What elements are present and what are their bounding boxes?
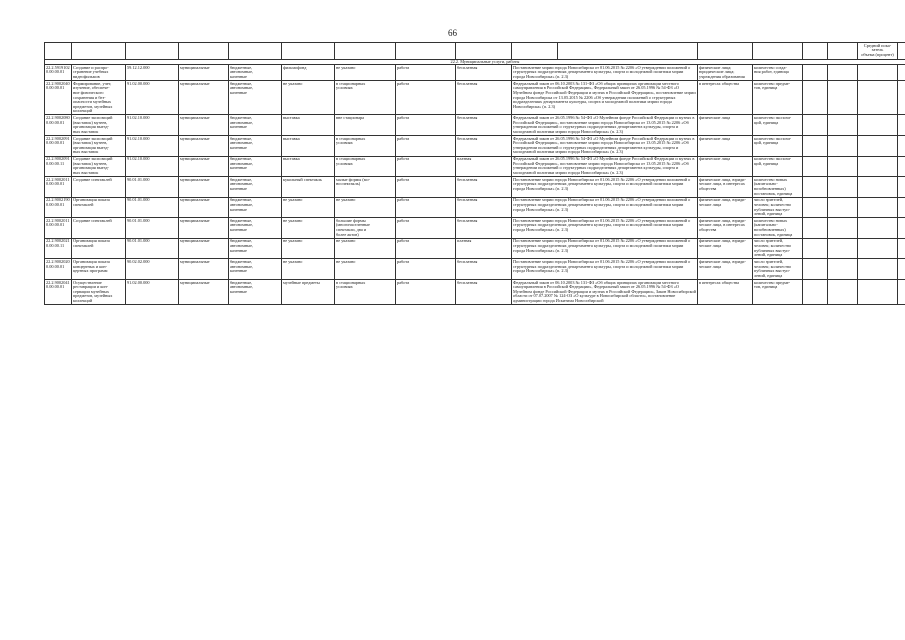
cell-indicator: количество предме- тов, единица: [753, 279, 803, 304]
cell-empty: [858, 279, 898, 304]
cell-institution-type: бюджетные, автономные, казенные: [229, 65, 282, 81]
header-cell: [396, 43, 456, 60]
table-row: [45, 115, 905, 136]
cell-content-2: в стационарных условиях: [335, 279, 396, 304]
cell-content-1: не указано: [282, 238, 335, 259]
cell-okved: 59.12.12.000: [126, 65, 179, 81]
cell-empty: [898, 177, 905, 198]
cell-legal-basis: Федеральный закон от 26.05.1996 № 54-ФЗ «О Музейном фонде Российской Федерации и музеях в Российской Федерации», постановление мэрии города Новосибирска от 13.05.2015 № 2206 «Об утверждении положений о структурных подразделениях департамента культуры, спорта и молодежной политики мэрии города Новосибирска» (п. 2.3): [512, 115, 698, 136]
cell-legal-basis: Постановление мэрии города Новосибирска от 01.06.2015 № 2206 «О утверждении положений о структурных подразделениях департамента культуры, спорта и молодежной политики мэрии города Новосибирска» (п. 2.3): [512, 65, 698, 81]
cell-content-2: в стационарных условиях: [335, 156, 396, 177]
cell-content-2: большие формы (многонаселенные спектакли, два и более актов): [335, 218, 396, 239]
cell-service-name: Организация показа спектаклей: [72, 238, 126, 259]
cell-level: муниципальные: [179, 238, 229, 259]
cell-content-1: не указано: [282, 81, 335, 115]
cell-payment: бесплатная: [456, 177, 512, 198]
cell-institution-type: бюджетные, автономные, казенные: [229, 156, 282, 177]
cell-code: 22.2.90020110.00.00.01: [45, 218, 72, 239]
cell-okved: 90.02.02.000: [126, 259, 179, 280]
cell-empty: [898, 218, 905, 239]
cell-legal-basis: Постановление мэрии города Новосибирска от 01.06.2015 № 2206 «О утверждении положений о структурных подразделениях департамента культуры, спорта и молодежной политики мэрии города Новосибирска» (п. 2.3): [512, 238, 698, 259]
cell-empty: [828, 115, 858, 136]
cell-legal-basis: Федеральный закон от 26.05.1996 № 54-ФЗ «О Музейном фонде Российской Федерации и музеях в Российской Федерации», постановление мэрии города Новосибирска от 13.05.2015 № 2206 «Об утверждении положений о структурных подразделениях департамента культуры, спорта и молодежной политики мэрии города Новосибирска» (п. 2.3): [512, 156, 698, 177]
cell-empty: [898, 81, 905, 115]
cell-empty: [898, 136, 905, 157]
table-row: [45, 136, 905, 157]
cell-content-1: выставка: [282, 115, 335, 136]
cell-level: муниципальные: [179, 115, 229, 136]
cell-indicator: количество новых (капитально- возобновленных) постановок, единица: [753, 218, 803, 239]
cell-legal-basis: Постановление мэрии города Новосибирска от 01.06.2015 № 2206 «О утверждении положений о структурных подразделениях департамента культуры, спорта и молодежной политики мэрии города Новосибирска» (п. 2.3): [512, 177, 698, 198]
cell-institution-type: бюджетные, автономные, казенные: [229, 238, 282, 259]
table-body: [45, 43, 905, 305]
cell-level: муниципальные: [179, 65, 229, 81]
cell-empty: [898, 259, 905, 280]
cell-service-name: Создание спектаклей: [72, 218, 126, 239]
cell-kind: работа: [396, 177, 456, 198]
cell-indicator: количество новых (капитально- возобновленных) постановок, единица: [753, 177, 803, 198]
header-cell: [126, 43, 179, 60]
cell-content-2: не указано: [335, 259, 396, 280]
cell-legal-basis: Федеральный закон от 26.05.1996 № 54-ФЗ «О Музейном фонде Российской Федерации и музеях в Российской Федерации», постановление мэрии города Новосибирска от 13.05.2015 № 2206 «Об утверждении положений о структурных подразделениях департамента культуры, спорта и молодежной политики мэрии города Новосибирска» (п. 2.3): [512, 136, 698, 157]
cell-empty: [828, 279, 858, 304]
cell-empty: [803, 136, 828, 157]
cell-kind: работа: [396, 218, 456, 239]
cell-payment: бесплатная: [456, 197, 512, 218]
cell-institution-type: бюджетные, автономные, казенные: [229, 279, 282, 304]
cell-empty: [898, 279, 905, 304]
cell-kind: работа: [396, 115, 456, 136]
cell-level: муниципальные: [179, 136, 229, 157]
cell-payment: бесплатная: [456, 115, 512, 136]
cell-empty: [898, 197, 905, 218]
table-row: [45, 65, 905, 81]
cell-empty: [828, 218, 858, 239]
cell-consumer-category: в интересах общества: [698, 279, 753, 304]
cell-okved: 90.01.01.000: [126, 218, 179, 239]
cell-payment: платная: [456, 238, 512, 259]
cell-empty: [828, 177, 858, 198]
cell-payment: платная: [456, 156, 512, 177]
cell-code: 22.2.90020200.00.00.01: [45, 259, 72, 280]
header-note-average-volume: Средний пока- затель объема (процент): [858, 43, 898, 60]
cell-content-1: выставка: [282, 136, 335, 157]
cell-consumer-category: физические лица, юриди- ческие лица: [698, 238, 753, 259]
cell-level: муниципальные: [179, 218, 229, 239]
cell-payment: бесплатная: [456, 259, 512, 280]
cell-empty: [828, 259, 858, 280]
cell-empty: [858, 115, 898, 136]
cell-empty: [898, 238, 905, 259]
cell-empty: [803, 238, 828, 259]
cell-empty: [803, 197, 828, 218]
cell-payment: бесплатная: [456, 81, 512, 115]
cell-code: 22.2.59191020.00.00.01: [45, 65, 72, 81]
table-row: [45, 156, 905, 177]
cell-empty: [803, 177, 828, 198]
cell-empty: [828, 156, 858, 177]
cell-service-name: Формирование, учет, изучение, обеспече- ние физического сохранения и без- опасности музейных предметов, музейных коллекций: [72, 81, 126, 115]
cell-payment: бесплатная: [456, 218, 512, 239]
cell-code: 22.2.90020210.00.00.11: [45, 238, 72, 259]
header-cell: [753, 43, 803, 60]
cell-empty: [858, 259, 898, 280]
cell-okved: 91.02.10.000: [126, 136, 179, 157]
cell-content-1: выставка: [282, 156, 335, 177]
section-title: 22.2. Муниципальные услуги, работы: [45, 59, 905, 65]
cell-consumer-category: физические лица, юриди- ческие лица: [698, 259, 753, 280]
cell-indicator: количество экспози- ций, единица: [753, 136, 803, 157]
cell-payment: бесплатная: [456, 65, 512, 81]
cell-payment: бесплатная: [456, 279, 512, 304]
cell-indicator: число зрителей, человек; количество публичных выступ- лений, единица: [753, 238, 803, 259]
cell-okved: 91.02.10.000: [126, 156, 179, 177]
cell-legal-basis: Федеральный закон от 06.10.2003 № 131-ФЗ «Об общих принципах организации местного самоуправления в Российской Федерации», Федеральный закон от 26.05.1996 № 54-ФЗ «О Музейном фонде Российской Федерации и музеях в Российской Федерации», постановление мэрии города Новосибирска от 13.05.2015 № 2206 «Об утверждении положений о структурных подразделениях департамента культуры, спорта и молодежной политики мэрии города Новосибирска» (п. 2.3): [512, 81, 698, 115]
cell-code: 22.2.90020800.00.00.01: [45, 115, 72, 136]
cell-level: муниципальные: [179, 197, 229, 218]
cell-empty: [803, 65, 828, 81]
cell-empty: [858, 81, 898, 115]
cell-empty: [803, 115, 828, 136]
cell-level: муниципальные: [179, 81, 229, 115]
cell-empty: [803, 218, 828, 239]
cell-code: 22.2.90021900.00.00.01: [45, 197, 72, 218]
cell-empty: [828, 136, 858, 157]
cell-content-2: в стационарных условиях: [335, 81, 396, 115]
cell-empty: [828, 65, 858, 81]
table-row: [45, 238, 905, 259]
cell-consumer-category: физические лица, юриди- ческие лица: [698, 197, 753, 218]
cell-okved: 90.01.01.000: [126, 197, 179, 218]
cell-empty: [803, 279, 828, 304]
cell-institution-type: бюджетные, автономные, казенные: [229, 115, 282, 136]
cell-okved: 91.02.10.000: [126, 115, 179, 136]
cell-service-name: Организация показа спектаклей: [72, 197, 126, 218]
cell-legal-basis: Постановление мэрии города Новосибирска от 01.06.2015 № 2206 «О утверждении положений о структурных подразделениях департамента культуры, спорта и молодежной политики мэрии города Новосибирска» (п. 2.3): [512, 259, 698, 280]
cell-empty: [858, 136, 898, 157]
cell-legal-basis: Постановление мэрии города Новосибирска от 01.06.2015 № 2206 «О утверждении положений о структурных подразделениях департамента культуры, спорта и молодежной политики мэрии города Новосибирска» (п. 2.3): [512, 197, 698, 218]
cell-empty: [828, 238, 858, 259]
services-register-table: [44, 42, 905, 305]
cell-okved: 90.01.01.000: [126, 238, 179, 259]
table-row: [45, 81, 905, 115]
cell-code: 22.2.90020910.00.00.11: [45, 156, 72, 177]
cell-kind: работа: [396, 238, 456, 259]
cell-empty: [858, 238, 898, 259]
cell-service-name: Создание экспозиций (выставок) музеев, организация выезд- ных выставок: [72, 115, 126, 136]
cell-service-name: Создание экспозиций (выставок) музеев, организация выезд- ных выставок: [72, 156, 126, 177]
cell-indicator: количество предме- тов, единица: [753, 81, 803, 115]
header-cell: [803, 43, 828, 60]
cell-empty: [898, 115, 905, 136]
cell-content-1: музейные предметы: [282, 279, 335, 304]
cell-institution-type: бюджетные, автономные, казенные: [229, 259, 282, 280]
cell-content-2: в стационарных условиях: [335, 136, 396, 157]
cell-empty: [803, 156, 828, 177]
cell-kind: работа: [396, 259, 456, 280]
cell-empty: [828, 81, 858, 115]
cell-okved: 91.02.00.000: [126, 81, 179, 115]
cell-empty: [858, 177, 898, 198]
cell-code: 22.2.90020400.00.00.01: [45, 81, 72, 115]
cell-kind: работа: [396, 65, 456, 81]
cell-empty: [898, 65, 905, 81]
cell-content-1: фильмофонд: [282, 65, 335, 81]
cell-empty: [858, 218, 898, 239]
header-cell: [72, 43, 126, 60]
cell-content-1: не указано: [282, 218, 335, 239]
header-cell: [45, 43, 72, 60]
cell-level: муниципальные: [179, 259, 229, 280]
cell-kind: работа: [396, 81, 456, 115]
cell-code: 22.2.90020410.00.00.01: [45, 279, 72, 304]
cell-content-2: не указано: [335, 197, 396, 218]
cell-service-name: Создание и распро- странение учебных видеофильмов: [72, 65, 126, 81]
cell-empty: [803, 81, 828, 115]
cell-consumer-category: физические лица: [698, 156, 753, 177]
cell-consumer-category: в интересах общества: [698, 81, 753, 115]
cell-level: муниципальные: [179, 177, 229, 198]
cell-kind: работа: [396, 279, 456, 304]
cell-empty: [858, 197, 898, 218]
cell-code: 22.2.90020910.00.00.01: [45, 136, 72, 157]
cell-institution-type: бюджетные, автономные, казенные: [229, 136, 282, 157]
cell-indicator: число зрителей, человек; количество публичных выступ- лений, единица: [753, 259, 803, 280]
header-row: [45, 43, 905, 60]
cell-indicator: количество экспози- ций, единица: [753, 156, 803, 177]
cell-okved: 91.02.00.000: [126, 279, 179, 304]
cell-consumer-category: физические лица, юриди- ческие лица, в интересах общества: [698, 218, 753, 239]
table-row: [45, 259, 905, 280]
table-row: [45, 177, 905, 198]
table-row: [45, 279, 905, 304]
header-cell: [698, 43, 753, 60]
header-cell: [229, 43, 282, 60]
header-cell: [512, 43, 558, 60]
cell-indicator: число зрителей, человек; количество публичных выступ- лений, единица: [753, 197, 803, 218]
cell-content-1: кукольный спектакль: [282, 177, 335, 198]
cell-empty: [828, 197, 858, 218]
cell-empty: [858, 156, 898, 177]
cell-institution-type: бюджетные, автономные, казенные: [229, 197, 282, 218]
cell-empty: [858, 65, 898, 81]
cell-service-name: Организация показа концертных и кон- цертных программ: [72, 259, 126, 280]
cell-consumer-category: физические лица, юриди- ческие лица, в интересах общества: [698, 177, 753, 198]
cell-consumer-category: физические лица; юридические лица; учреждения образования: [698, 65, 753, 81]
header-cell: [898, 43, 905, 60]
cell-code: 22.2.90020110.00.00.01: [45, 177, 72, 198]
cell-consumer-category: физические лица: [698, 136, 753, 157]
table-row: [45, 218, 905, 239]
cell-kind: работа: [396, 136, 456, 157]
cell-empty: [803, 259, 828, 280]
cell-indicator: количество экспози- ций, единица: [753, 115, 803, 136]
cell-service-name: Создание спектаклей: [72, 177, 126, 198]
cell-content-2: не указано: [335, 65, 396, 81]
table-row: [45, 197, 905, 218]
cell-content-1: не указано: [282, 259, 335, 280]
cell-empty: [898, 156, 905, 177]
cell-content-2: вне стационара: [335, 115, 396, 136]
cell-okved: 90.01.01.000: [126, 177, 179, 198]
header-cell: [456, 43, 512, 60]
cell-indicator: количество созда- ния работ, единица: [753, 65, 803, 81]
cell-service-name: Осуществление реставрации и кон- сервации музейных предметов, музейных коллекций: [72, 279, 126, 304]
cell-level: муниципальные: [179, 156, 229, 177]
cell-service-name: Создание экспозиций (выставок) музеев, организация выезд- ных выставок: [72, 136, 126, 157]
cell-legal-basis: Постановление мэрии города Новосибирска от 01.06.2015 № 2206 «О утверждении положений о структурных подразделениях департамента культуры, спорта и молодежной политики мэрии города Новосибирска» (п. 2.3): [512, 218, 698, 239]
cell-legal-basis: Федеральный закон от 06.10.2003 № 131-ФЗ «Об общих принципах организации местного самоуправления в Российской Федерации», Федеральный закон от 26.05.1996 № 54-ФЗ «О Музейном фонде Российской Федерации и музеях в Российской Федерации», Закон Новосибирской области от 07.07.2007 № 124-ОЗ «О культуре в Новосибирской области», постановление администрации города Искитима Новосибирской: [513, 279, 696, 303]
header-cell: [828, 43, 858, 60]
page-number: 66: [448, 28, 457, 38]
header-cell: [179, 43, 229, 60]
cell-kind: работа: [396, 197, 456, 218]
cell-level: муниципальные: [179, 279, 229, 304]
cell-institution-type: бюджетные, автономные, казенные: [229, 81, 282, 115]
cell-kind: работа: [396, 156, 456, 177]
cell-institution-type: бюджетные, автономные, казенные: [229, 177, 282, 198]
header-cell: [335, 43, 396, 60]
header-cell: [282, 43, 335, 60]
cell-consumer-category: физические лица: [698, 115, 753, 136]
cell-institution-type: бюджетные, автономные, казенные: [229, 218, 282, 239]
cell-content-1: не указано: [282, 197, 335, 218]
header-cell: [558, 43, 698, 60]
cell-payment: бесплатная: [456, 136, 512, 157]
cell-content-2: малые формы (мо- носпектакль): [335, 177, 396, 198]
cell-content-2: не указано: [335, 238, 396, 259]
